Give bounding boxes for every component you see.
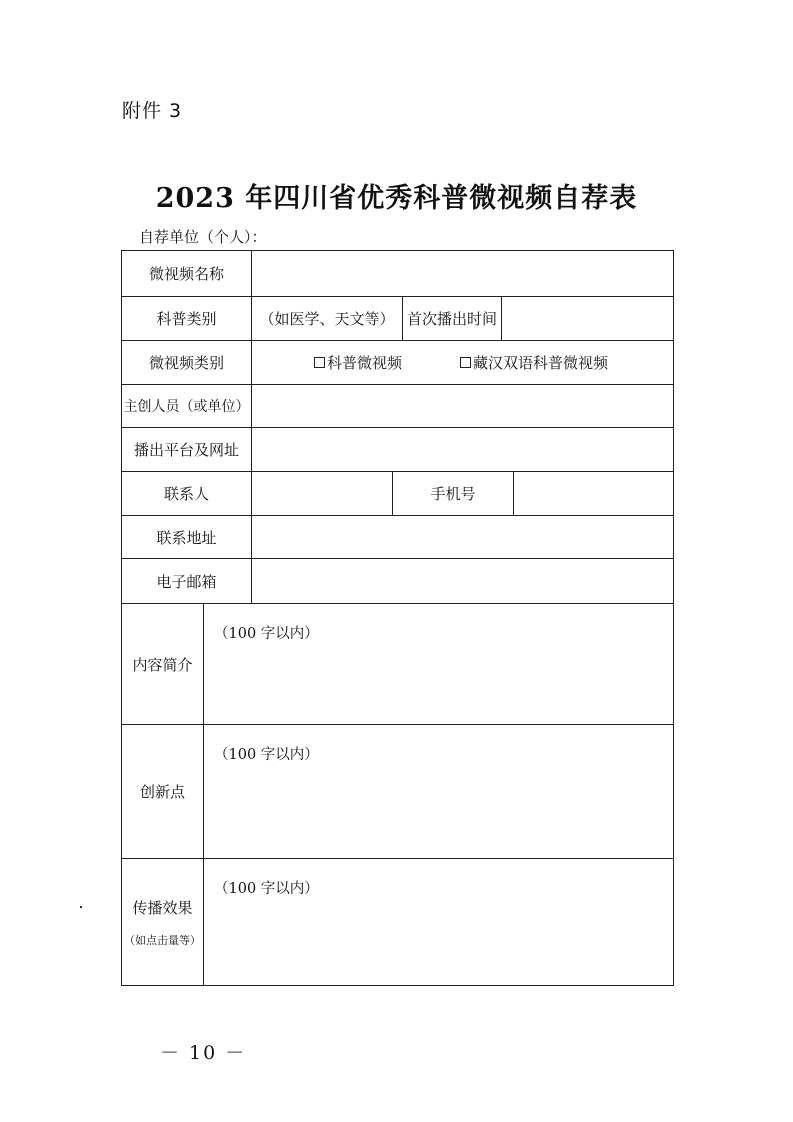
first-broadcast-field[interactable] xyxy=(502,297,673,340)
first-broadcast-label: 首次播出时间 xyxy=(403,297,502,340)
row-contact xyxy=(122,472,673,516)
effect-field[interactable] xyxy=(204,859,673,985)
effect-hint: （100 字以内） xyxy=(214,881,319,897)
email-label: 电子邮箱 xyxy=(122,559,252,603)
email-field[interactable] xyxy=(252,559,673,603)
address-field[interactable] xyxy=(252,516,673,558)
page-number: － 10 － xyxy=(160,1042,247,1064)
platform-field[interactable] xyxy=(252,428,673,471)
option-science-video[interactable] xyxy=(314,341,444,384)
attachment-label: 附件 3 xyxy=(122,100,183,122)
video-type-label: 微视频类别 xyxy=(122,341,252,384)
creator-label: 主创人员（或单位） xyxy=(122,385,252,427)
row-summary xyxy=(122,604,673,725)
contact-label: 联系人 xyxy=(122,472,252,515)
checkbox-science[interactable] xyxy=(314,357,325,368)
summary-field[interactable] xyxy=(204,604,673,724)
summary-hint: （100 字以内） xyxy=(214,626,319,642)
checkbox-bilingual[interactable] xyxy=(460,357,471,368)
summary-label: 内容简介 xyxy=(122,604,204,724)
row-effect xyxy=(122,859,673,985)
recommendation-form-table xyxy=(121,250,674,986)
creator-field[interactable] xyxy=(252,385,673,427)
innovation-field[interactable] xyxy=(204,725,673,858)
address-label: 联系地址 xyxy=(122,516,252,558)
option-bilingual-video[interactable] xyxy=(460,341,660,384)
effect-label-cell xyxy=(122,859,204,985)
effect-label: 传播效果 xyxy=(132,898,193,917)
row-innovation xyxy=(122,725,673,859)
row-creator xyxy=(122,385,673,428)
category-label: 科普类别 xyxy=(122,297,252,340)
option-science-label: 科普微视频 xyxy=(327,354,403,372)
page-title: 2023 年四川省优秀科普微视频自荐表 xyxy=(155,183,638,214)
effect-sublabel: （如点击量等） xyxy=(124,933,201,947)
row-platform xyxy=(122,428,673,472)
video-name-label: 微视频名称 xyxy=(122,251,252,296)
contact-field[interactable] xyxy=(252,472,393,515)
row-video-type xyxy=(122,341,673,385)
row-video-name xyxy=(122,251,673,297)
scan-speck xyxy=(80,906,82,908)
innovation-hint: （100 字以内） xyxy=(214,747,319,763)
row-address xyxy=(122,516,673,559)
phone-label: 手机号 xyxy=(393,472,514,515)
video-name-field[interactable] xyxy=(252,251,673,296)
row-email xyxy=(122,559,673,604)
row-category xyxy=(122,297,673,341)
platform-label: 播出平台及网址 xyxy=(122,428,252,471)
self-recommend-unit-label: 自荐单位（个人）： xyxy=(139,228,267,246)
phone-field[interactable] xyxy=(514,472,673,515)
innovation-label: 创新点 xyxy=(122,725,204,858)
category-field[interactable]: （如医学、天文等） xyxy=(252,297,403,340)
option-bilingual-label: 藏汉双语科普微视频 xyxy=(473,354,609,372)
